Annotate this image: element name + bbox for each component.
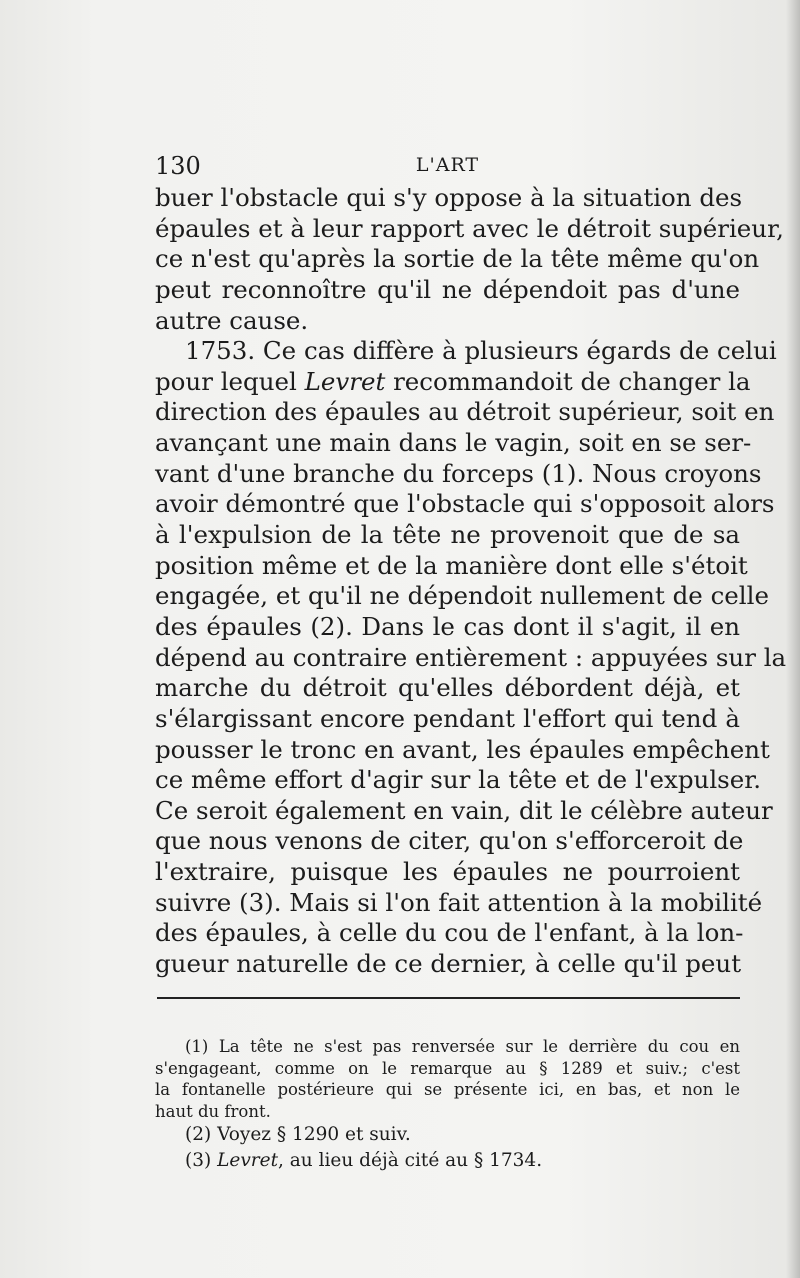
footnote-line: (3) Levret, au lieu déjà cité au § 1734.	[185, 1150, 543, 1171]
text-line: autre cause.	[155, 305, 309, 335]
main-text	[155, 183, 787, 980]
text-line: Ce seroit également en vain, dit le célèbre auteur	[155, 795, 773, 825]
footnotes	[155, 1036, 740, 1174]
page-header	[155, 152, 740, 182]
footnote-line: la fontanelle postérieure qui se présente ici, en bas, et non le	[155, 1080, 740, 1099]
footnote-rule	[157, 997, 740, 999]
footnote-line: s'engageant, comme on le remarque au § 1289 et suiv.; c'est	[155, 1058, 740, 1078]
footnote-line: (2) Voyez § 1290 et suiv.	[185, 1124, 411, 1145]
page-gutter-shadow	[786, 0, 800, 1278]
text-line: l'extraire, puisque les épaules ne pourroient	[155, 857, 740, 887]
text-line: à l'expulsion de la tête ne provenoit que de sa	[155, 520, 740, 550]
text-line: engagée, et qu'il ne dépendoit nullement de celle	[155, 581, 769, 611]
text-line: 1753. Ce cas diffère à plusieurs égards de celui	[185, 336, 777, 366]
text-line: gueur naturelle de ce dernier, à celle qu'il peut	[155, 949, 742, 979]
text-line: des épaules (2). Dans le cas dont il s'agit, il en	[155, 611, 740, 641]
text-line: que nous venons de citer, qu'on s'efforceroit de	[155, 826, 744, 856]
page-number: 130	[155, 152, 201, 180]
text-line: ce même effort d'agir sur la tête et de l'expulser.	[155, 765, 762, 795]
text-line: direction des épaules au détroit supérieur, soit en	[155, 397, 775, 427]
text-line: buer l'obstacle qui s'y oppose à la situation des	[155, 183, 743, 212]
footnote-line: (1) La tête ne s'est pas renversée sur le derrière du cou en	[185, 1037, 740, 1056]
text-line: avoir démontré que l'obstacle qui s'opposoit alors	[155, 489, 775, 519]
text-line: vant d'une branche du forceps (1). Nous croyons	[155, 458, 762, 488]
footnote-line: haut du front.	[155, 1101, 271, 1121]
text-line: épaules et à leur rapport avec le détroit supérieur,	[155, 213, 784, 243]
author-name-italic: Levret	[217, 1150, 279, 1171]
text-line: position même et de la manière dont elle s'étoit	[155, 550, 748, 580]
text-line: peut reconnoître qu'il ne dépendoit pas d'une	[155, 274, 740, 304]
text-line: s'élargissant encore pendant l'effort qui tend à	[155, 703, 740, 733]
running-head: L'ART	[415, 154, 480, 176]
text-line: marche du détroit qu'elles débordent déjà, et	[155, 673, 740, 703]
author-name-italic: Levret	[304, 366, 386, 396]
text-line: pousser le tronc en avant, les épaules empêchent	[155, 734, 770, 764]
text-line: avançant une main dans le vagin, soit en se ser-	[155, 428, 752, 458]
text-line: suivre (3). Mais si l'on fait attention à la mobilité	[155, 887, 763, 917]
text-line: des épaules, à celle du cou de l'enfant, à la lon-	[155, 918, 744, 948]
text-line: ce n'est qu'après la sortie de la tête même qu'on	[155, 244, 760, 274]
text-line: dépend au contraire entièrement : appuyées sur la	[155, 642, 787, 672]
text-line: pour lequel Levret recommandoit de changer la	[155, 366, 751, 396]
